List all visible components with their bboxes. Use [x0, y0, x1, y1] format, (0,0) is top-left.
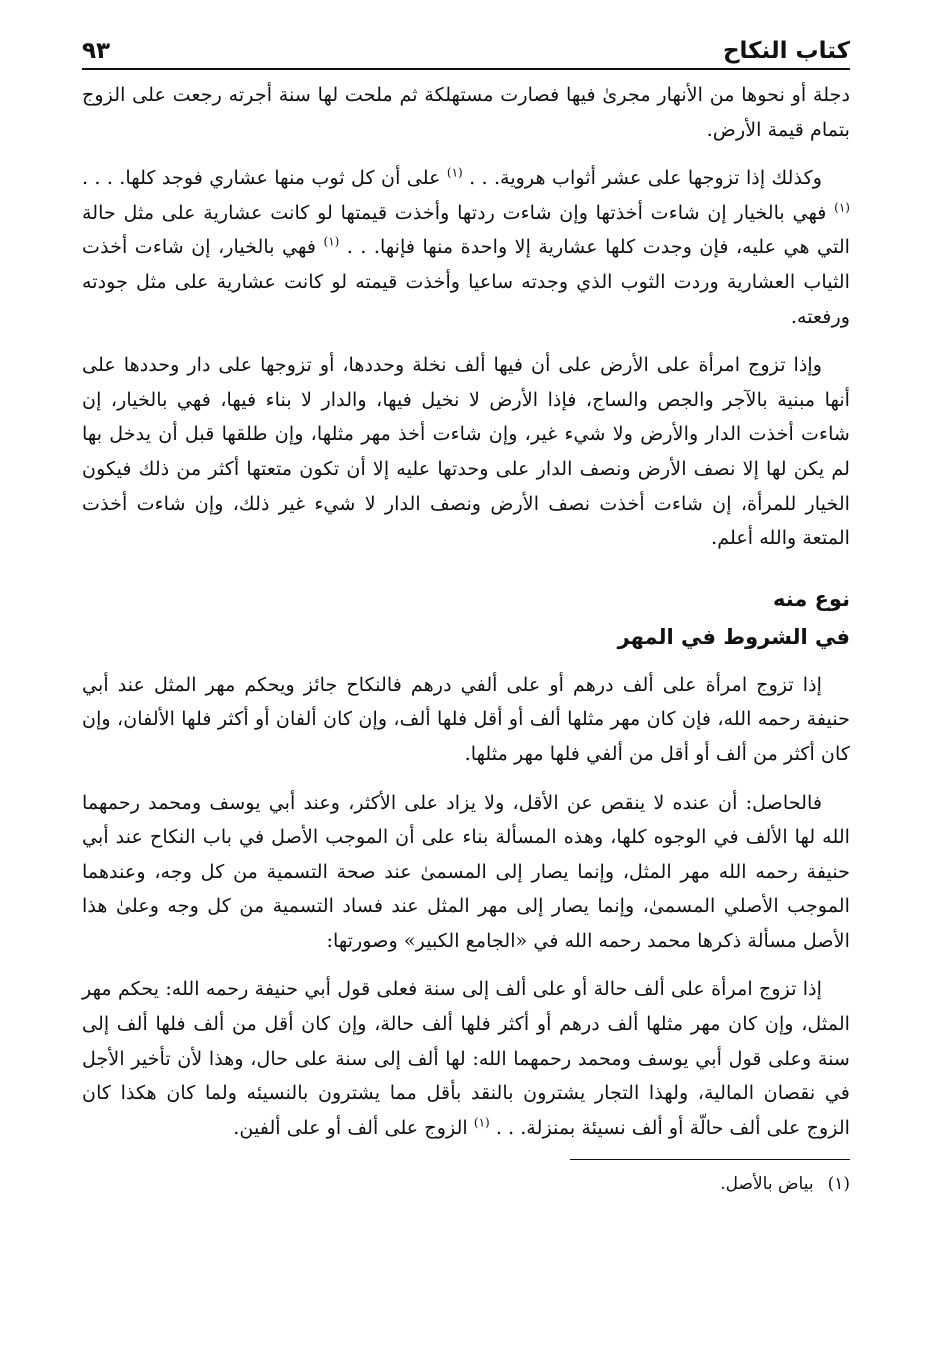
paragraph: وكذلك إذا تزوجها على عشر أثواب هروية. . . $^{(١)}$ على أن كل ثوب منها عشاري فوجد كلها. . . . $^{(١)}$ فهي بالخيار إن شاءت أخذتها وإن شاءت ردتها وأخذت قيمتها لو كانت عشارية على مثل حالة التي هي عليه، فإن وجدت كلها عشارية إلا واحدة منها فإنها. . . $^{(١)}$ فهي بالخيار، إن شاءت أخذت الثياب العشارية وردت الثوب الذي وجدته ساعيا وأخذت قيمته لو كانت عشارية على مثل جودته ورفعته. [82, 165, 850, 328]
footnotes [82, 1170, 850, 1198]
paragraph: فالحاصل: أن عنده لا ينقص عن الأقل، ولا يزاد على الأكثر، وعند أبي يوسف ومحمد رحمهما الله لها الألف في الوجوه كلها، وهذه المسألة بناء على أن الموجب الأصل في باب النكاح عند أبي حنيفة رحمه الله مهر المثل، وإنما يصار إلى المسمىٰ عند صحة التسمية من كل وجه، وعندهما الموجب الأصلي المسمىٰ، وإنما يصار إلى مهر المثل عند فساد التسمية من كل وجه وعلىٰ هذا الأصل مسألة ذكرها محمد رحمه الله في «الجامع الكبير» وصورتها: [82, 790, 850, 952]
section-heading [82, 580, 850, 656]
paragraph: دجلة أو نحوها من الأنهار مجرىٰ فيها فصارت مستهلكة ثم ملحت لها سنة أجرته رجعت على الزوج بتمام قيمة الأرض. [82, 83, 850, 141]
paragraph: وإذا تزوج امرأة على الأرض على أن فيها ألف نخلة وحددها، أو تزوجها على دار وحددها على أنها مبنية بالآجر والجص والساج، فإذا الأرض لا نخيل فيها، والدار لا بناء فيها، فهي بالخيار، إن شاءت أخذت الدار والأرض ولا شيء غير، وإن شاءت أخذ مهر مثلها، وإن طلقها قبل أن يدخل بها لم يكن لها إلا نصف الأرض ونصف الدار على وحدتها عليه إلا أن تكون متعتها أكثر من ذلك فيكون الخيار للمرأة، إن شاءت أخذت نصف الأرض ونصف الدار لا شيء غير ذلك، وإن شاءت أخذت المتعة والله أعلم. [82, 353, 850, 550]
footnote-divider [570, 1159, 850, 1160]
footnote-reference[interactable]: (١) [473, 1115, 490, 1130]
footnote-number: (١) [827, 1174, 850, 1195]
main-text [82, 78, 850, 1145]
section-heading-line2: في الشروط في المهر [617, 624, 850, 649]
footnote-reference[interactable]: (١) [446, 165, 463, 180]
footnote-item [82, 1170, 850, 1198]
footnote-text: بياض بالأصل. [720, 1174, 814, 1195]
paragraph: إذا تزوج امرأة على ألف حالة أو على ألف إلى سنة فعلى قول أبي حنيفة رحمه الله: يحكم مهر المثل، وإن كان مهر مثلها ألف درهم أو أكثر فلها ألف حالة، وإن كان أقل من ألف فلها ألف إلى سنة وعلى قول أبي يوسف ومحمد رحمهما الله: لها ألف إلى سنة على حال، وهذا لأن تأخير الأجل في نقصان المالية، ولهذا التجار يشترون بالنقد بأقل مما يشترون بالنسيئه ولما كان هكذا كان الزوج على ألف حالّة أو ألف نسيئة بمنزلة. . . $^{(١)}$ الزوج على ألف أو على ألفين. [82, 977, 850, 1139]
running-title: كتاب النكاح [722, 38, 850, 64]
paragraph: إذا تزوج امرأة على ألف درهم أو على ألفي درهم فالنكاح جائز ويحكم مهر المثل عند أبي حنيفة رحمه الله، فإن كان مهر مثلها ألف أو أقل فلها ألف، وإن كان ألفان أو أكثر فلها الألفان، وإن كان أكثر من ألف أو أقل من ألفي فلها مهر مثلها. [82, 672, 850, 765]
document-page [82, 24, 850, 1364]
page-number: ٩٣ [82, 38, 111, 64]
section-heading-line1: نوع منه [772, 586, 850, 611]
footnote-reference[interactable]: (١) [323, 234, 340, 249]
page-header [82, 24, 850, 70]
footnote-reference[interactable]: (١) [834, 200, 850, 215]
